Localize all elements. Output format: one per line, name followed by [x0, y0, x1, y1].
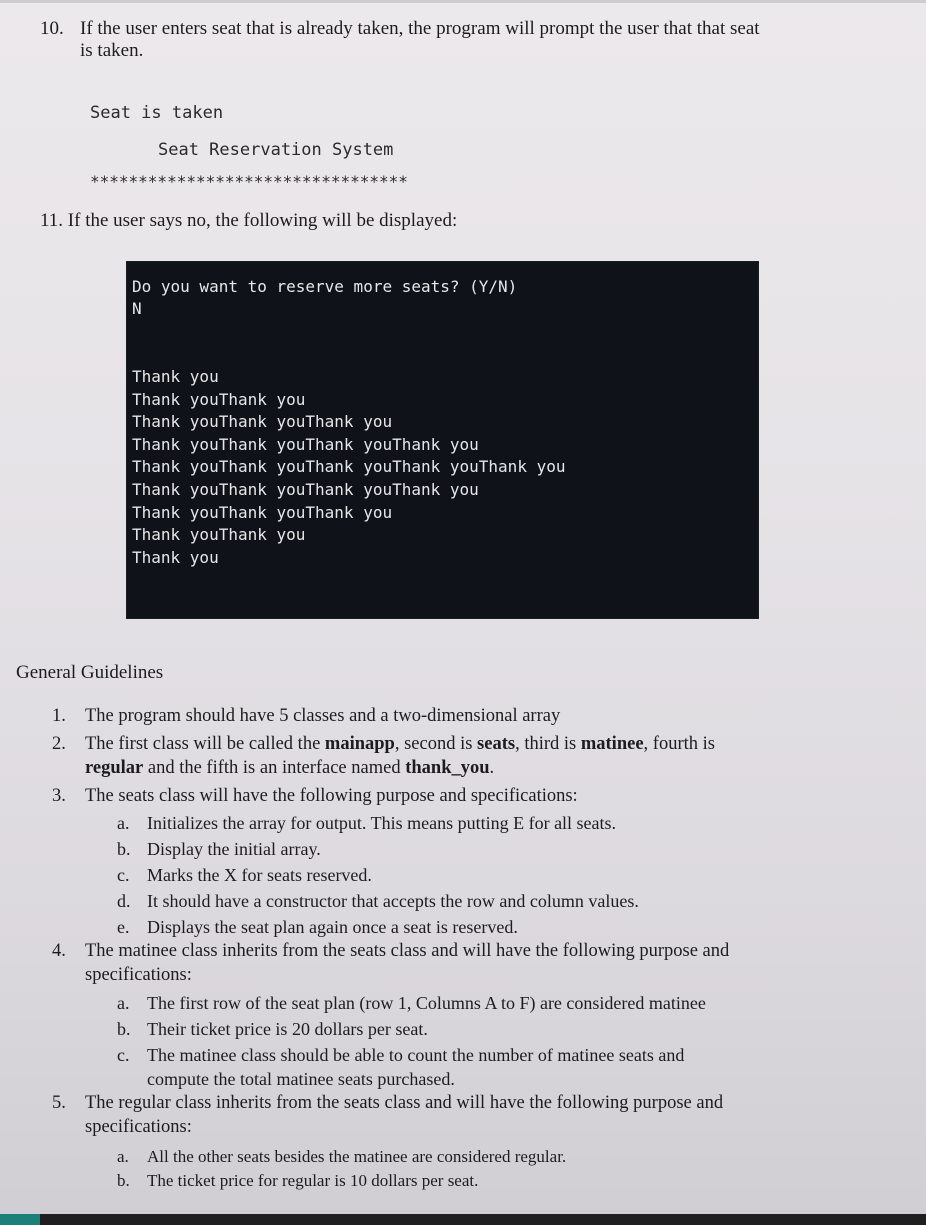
sub-text-line1: The matinee class should be able to count the number of matinee seats and	[147, 1045, 685, 1065]
terminal-output-line: Thank you	[132, 547, 219, 567]
sub-letter: b.	[117, 1019, 131, 1039]
item-number: 4.	[52, 941, 66, 961]
sub-letter: c.	[117, 865, 130, 885]
item-text: If the user says no, the following will be displayed:	[67, 210, 458, 231]
terminal-window	[127, 262, 758, 618]
sub-letter: b.	[117, 839, 131, 859]
item-text-line1: The regular class inherits from the seats class and will have the following purpose and	[85, 1093, 724, 1113]
terminal-answer: N	[132, 299, 142, 318]
terminal-output-line: Thank you	[132, 367, 219, 386]
sub-text: Initializes the array for output. This means putting E for all seats.	[147, 813, 617, 833]
sub-letter: a.	[117, 1147, 129, 1166]
sub-text: The first row of the seat plan (row 1, Columns A to F) are considered matinee	[147, 993, 706, 1013]
item-text-line2: regular and the fifth is an interface named thank_you.	[85, 758, 495, 778]
terminal-output-line: Thank youThank youThank youThank you	[132, 479, 479, 499]
sub-text: Their ticket price is 20 dollars per seat.	[147, 1019, 428, 1039]
item-text: The seats class will have the following purpose and specifications:	[85, 786, 578, 806]
item-text-line1: If the user enters seat that is already taken, the program will prompt the user that that seat	[80, 18, 760, 39]
item-text-line2: is taken.	[80, 40, 144, 61]
monitor-bezel	[0, 1214, 926, 1225]
item-number: 5.	[52, 1093, 66, 1113]
top-divider	[0, 0, 926, 3]
taskbar-accent	[0, 1214, 40, 1225]
terminal-output-line: Thank youThank youThank youThank you	[132, 434, 479, 454]
item-number: 11.	[40, 210, 64, 231]
sub-letter: c.	[117, 1045, 130, 1065]
terminal-question: Do you want to reserve more seats? (Y/N)	[132, 277, 518, 296]
terminal-output-line: Thank youThank you	[132, 389, 306, 409]
sub-text: Marks the X for seats reserved.	[147, 865, 372, 885]
sub-text: It should have a constructor that accepts the row and column values.	[147, 891, 639, 911]
sub-letter: e.	[117, 917, 130, 937]
console-seat-taken: Seat is taken	[90, 103, 224, 123]
item-text: The first class will be called the mainapp, second is seats, third is matinee, fourth is	[85, 734, 715, 754]
sub-text: All the other seats besides the matinee are considered regular.	[147, 1147, 567, 1166]
sub-letter: a.	[117, 813, 130, 833]
sub-text-line2: compute the total matinee seats purchased.	[147, 1069, 455, 1089]
sub-letter: a.	[117, 993, 130, 1013]
console-system-title: Seat Reservation System	[158, 140, 394, 160]
sub-text: Displays the seat plan again once a seat is reserved.	[147, 917, 518, 937]
item-text-line2: specifications:	[85, 1117, 192, 1137]
item-text: The program should have 5 classes and a two-dimensional array	[85, 706, 561, 726]
item-number: 2.	[52, 734, 66, 754]
item-number: 10.	[40, 18, 64, 39]
terminal-output-line: Thank youThank you	[132, 525, 306, 545]
sub-letter: d.	[117, 891, 131, 911]
item-text-line1: The matinee class inherits from the seats class and will have the following purpose and	[85, 941, 730, 961]
section-heading: General Guidelines	[16, 662, 164, 683]
item-number: 1.	[52, 706, 66, 726]
item-text-line2: specifications:	[85, 965, 192, 985]
terminal-output-line: Thank youThank youThank youThank youThank you	[132, 457, 566, 477]
console-stars-divider: *********************************	[90, 172, 408, 191]
thank-you-output	[132, 366, 565, 569]
sub-text: Display the initial array.	[147, 839, 321, 859]
sub-text: The ticket price for regular is 10 dollars per seat.	[147, 1171, 479, 1190]
terminal-output-line: Thank youThank youThank you	[132, 502, 393, 522]
item-number: 3.	[52, 786, 66, 806]
terminal-output-line: Thank youThank youThank you	[132, 412, 393, 432]
item-11	[40, 210, 457, 232]
sub-letter: b.	[117, 1171, 130, 1190]
